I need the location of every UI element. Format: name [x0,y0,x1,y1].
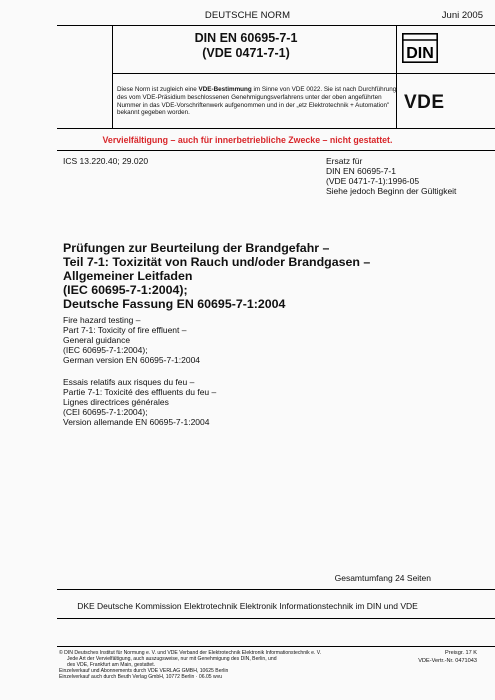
copyright-line: Jede Art der Vervielfältigung, auch auszugsweise, nur mit Genehmigung des DIN, Berlin, und [67,656,277,662]
title-de-line: (IEC 60695-7-1:2004); [63,283,188,297]
title-de-line: Deutsche Fassung EN 60695-7-1:2004 [63,297,286,311]
copyright-line: des VDE, Frankfurt am Main, gestattet. [67,662,156,668]
title-de-line: Teil 7-1: Toxizität von Rauch und/oder Brandgasen – [63,255,371,269]
norm-number-block [96,31,396,61]
copyright-line: Einzelverkauf auch durch Beuth Verlag GmbH, 10772 Berlin · 06.05 wvu [59,674,223,680]
copyright-line: © DIN Deutsches Institut für Normung e. V. und VDE Verband der Elektrotechnik Elektronik Informationstechnik e. V. [59,650,322,656]
dke-upper-rule [57,589,495,590]
title-de-line: Prüfungen zur Beurteilung der Brandgefahr – [63,241,330,255]
title-en-line: Part 7-1: Toxicity of fire effluent – [63,325,187,335]
publication-date: Juni 2005 [441,10,483,21]
vde-logo: VDE [404,92,445,113]
title-de-line: Allgemeiner Leitfaden [63,269,193,283]
ersatz-line: DIN EN 60695-7-1 [326,166,396,176]
price-group: Preisgr. 17 K [444,650,477,656]
ics-code: ICS 13.220.40; 29.020 [63,156,149,166]
note-box-rule [57,128,495,129]
norm-number: DIN EN 60695-7-1 [194,31,298,45]
title-en-line: Fire hazard testing – [63,315,141,325]
warning-rule [57,150,495,151]
din-logo [402,33,438,63]
vde-note-suffix: im Sinne von VDE 0022. Sie ist nach Durchführung des vom VDE-Präsidium beschlossenen Genehmigungsverfahrens unter der oben angeführten Nummer in das VDE-Vorschriftenwerk aufgenommen und in der „etz Elektrotechnik + Automation" bekannt gegeben worden. [117,86,397,117]
vde-note [117,86,399,117]
title-fr-line: Version allemande EN 60695-7-1:2004 [63,417,210,427]
reproduction-warning: Vervielfältigung – auch für innerbetriebliche Zwecke – nicht gestattet. [102,135,393,145]
ersatz-line: (VDE 0471-7-1):1996-05 [326,176,420,186]
title-fr-line: Partie 7-1: Toxicité des effluents du feu – [63,387,217,397]
vde-number: (VDE 0471-7-1) [202,46,290,60]
title-fr-line: Lignes directrices générales [63,397,169,407]
norm-box-rule [112,73,495,74]
copyright-notice [59,650,389,680]
price-info [418,650,477,665]
dke-lower-rule [57,618,495,619]
title-german [63,241,443,311]
ersatz-line: Siehe jedoch Beginn der Gültigkeit [326,186,457,196]
title-french [63,377,423,427]
din-logo-text: DIN [406,45,434,62]
title-fr-line: (CEI 60695-7-1:2004); [63,407,148,417]
replacement-info [326,156,456,196]
footer-rule [57,646,495,647]
title-en-line: General guidance [63,335,131,345]
title-en-line: (IEC 60695-7-1:2004); [63,345,148,355]
title-fr-line: Essais relatifs aux risques du feu – [63,377,195,387]
header-rule [57,25,495,26]
vde-note-bold: VDE-Bestimmung [198,86,252,93]
vde-note-prefix: Diese Norm ist zugleich eine [117,86,199,93]
page-count: Gesamtumfang 24 Seiten [334,573,431,583]
copyright-line: Einzelverkauf und Abonnements durch VDE VERLAG GMBH, 10625 Berlin [59,668,229,674]
title-english [63,315,423,365]
vde-order-number: VDE-Vertr.-Nr. 0471043 [418,657,477,664]
dke-line: DKE Deutsche Kommission Elektrotechnik Elektronik Informationstechnik im DIN und VDE [77,601,418,611]
standard-type-label: DEUTSCHE NORM [204,10,291,21]
ersatz-line: Ersatz für [326,156,363,166]
title-en-line: German version EN 60695-7-1:2004 [63,355,201,365]
